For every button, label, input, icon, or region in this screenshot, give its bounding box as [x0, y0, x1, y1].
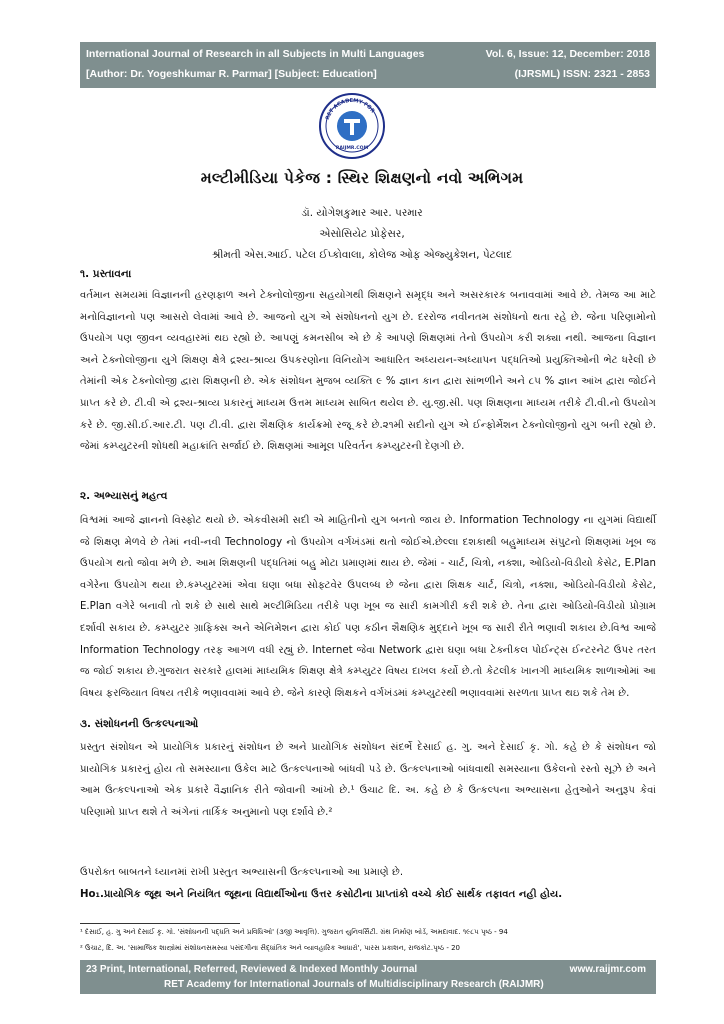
footnote-2: ² ઉચાટ, દિ. અ. 'સામાજિક શાસ્ત્રોમાં સંશોધનસમસ્યા પસંદગીના સૈદ્ધાંતિક અને વ્યાવહારિક આધારો', પારસ પ્રકાશન, રાજકોટ.પૃષ્ઠ - 20: [80, 944, 460, 952]
hypothesis-ho1: Ho₁.પ્રાયોગિક જૂથ અને નિયંત્રિત જૂથના વિદ્યાર્થીઓના ઉત્તર કસોટીના પ્રાપ્તાંકો વચ્ચે કોઈ સાર્થક તફાવત નહી હોય.: [80, 889, 563, 900]
seal-top-text: RET ACADEMY FOR: [324, 97, 376, 121]
author-college: શ્રીમતી એસ.આઈ. પટેલ ઈપ્કોવાલા, કોલેજ ઓફ એજ્યુકેશન, પેટલાદ: [211, 249, 513, 261]
author-subject: [Author: Dr. Yogeshkumar R. Parmar] [Subject: Education]: [86, 68, 377, 80]
hypotheses-paragraph: પ્રસ્તુત સંશોધન એ પ્રાયોગિક પ્રકારનું સંશોધન છે અને પ્રાયોગિક સંશોધન સંદર્ભે દેસાઈ હ. ગુ. અને દેસાઈ કૃ. ગો. કહે છે કે સંશોધન જો પ્રાયોગિક પ્રકારનું હોય તો સમસ્યાના ઉકેલ માટે ઉત્કલ્પનાઓ બાંધવી પડે છે. ઉત્કલ્પનાઓ બાંધવાથી સમસ્યાના ઉકેલનો રસ્તો સૂઝે છે અને આમ ઉત્કલ્પનાઓ એક પ્રકારે વૈજ્ઞાનિક રીતે જોવાની આંખો છે.¹ ઉચાટ દિ. અ. કહે છે કે ઉત્કલ્પના અભ્યાસના હેતુઓને અનુરૂપ કેવાં પરિણામો પ્રાપ્ત થશે તે અંગેનાં તાર્કિક અનુમાનો પણ દર્શાવે છે.²: [80, 742, 656, 818]
journal-name: International Journal of Research in all Subjects in Multi Languages: [86, 48, 425, 60]
footer-line1: 23 Print, International, Referred, Reviewed & Indexed Monthly Journal: [86, 964, 418, 975]
author-name: ડૉ. યોગેશકુમાર આર. પરમાર: [301, 207, 423, 219]
footnote-1: ¹ દેસાઈ, હ. ગુ અને દેસાઈ કૃ. ગો. 'સંશોધનની પદ્ધતિ અને પ્રવિધિઓ' (૩જી આવૃત્તિ). ગુજરાત યુનિવર્સિટી. ગ્રંથ નિર્માણ બોર્ડ, અમદાવાદ. ૧૯૮૫ પૃષ્ઠ - 94: [80, 928, 508, 936]
footer-website-link[interactable]: www.raijmr.com: [569, 964, 646, 975]
section-heading-importance: ૨. અભ્યાસનું મહત્વ: [80, 490, 168, 502]
section-text-hypotheses: [80, 737, 656, 823]
footnote-divider: [80, 923, 240, 924]
importance-paragraph: વિશ્વમાં આજે જ્ઞાનનો વિસ્ફોટ થયો છે. એકવીસમી સદી એ માહિતીનો યુગ બનતો જાય છે. Information Technology ના યુગમાં વિદ્યાર્થી જે શિક્ષણ મેળવે છે તેમાં નવી-નવી Technology નો ઉપયોગ વર્ગખંડમાં થતો જોઈએ.છેલ્લા દશકાથી બહુમાધ્યમ સંપુટનો શિક્ષણમાં ખૂબ જ ઉપયોગ થતો જોવા મળે છે. આમ શિક્ષણની પદ્ધતિમાં બહુ મોટા પ્રમાણમાં થાય છે. જેમાં - ચાર્ટ, ચિત્રો, નક્શા, ઓડિયો-વિડીયો કેસેટ, E.Plan વગેરેના ઉપયોગ થયા છે.કમ્પ્યુટરમાં એવા ઘણા બધા સોફ્ટવેર ઉપલબ્ધ છે જેના દ્વારા શિક્ષક ચાર્ટ, ચિત્રો, નક્શા, ઓડિયો-વિડીયો કેસેટ, E.Plan વગેરે બનાવી તો શકે છે સાથે સાથે મલ્ટીમિડિયા તરીકે પણ ખૂબ જ સારી કામગીરી કરી શકે છે. તેના દ્વારા ઓડિયો-વિડીયો પ્રોગ્રામ દર્શાવી સકાય છે. કમ્પ્યુટર ગ્રાફિક્સ અને એનિમેશન દ્વારા કોઈ પણ કઠીન શૈક્ષણિક મુદ્દાને ખૂબ જ સારી રીતે ભણાવી શકાય છે.વિશ્વ આજે Information Technology તરફ આગળ વધી રહ્યું છે. Internet જેવા Network દ્વારા ઘણા બધા ટેક્નીકલ પોઈન્ટ્સ ઈન્ટરનેટ ઉપર તરત જ જોઈ શકાય છે.ગુજરાત સરકારે હાલમાં માધ્યમિક શિક્ષણ ક્ષેત્રે કમ્પ્યુટર વિષય દાખલ કર્યો છે.તો કેટલીક ખાનગી માધ્યમિક શાળાઓમાં આ વિષય ફરજિયાત વિષય તરીકે ભણાવવામાં આવે છે. જેને કારણે શિક્ષકને વર્ગખંડમાં કમ્પ્યુટરથી ભણાવવામાં સરળતા પ્રાપ્ત થઇ શકે તેમ છે.: [80, 515, 656, 699]
author-designation: એસોસિયેટ પ્રોફેસર,: [319, 228, 405, 240]
section-heading-introduction: ૧. પ્રસ્તાવના: [80, 268, 132, 280]
paper-title: મલ્ટીમીડિયા પેકેજ : સ્થિર શિક્ષણનો નવો અભિગમ: [200, 169, 524, 187]
seal-bottom-text: RAIJMR.COM: [335, 146, 369, 151]
hypotheses-intro-line: ઉપરોક્ત બાબતને ધ્યાનમાં રાખી પ્રસ્તુત અભ્યાસની ઉત્કલ્પનાઓ આ પ્રમાણે છે.: [80, 867, 404, 878]
introduction-paragraph: વર્તમાન સમયમાં વિજ્ઞાનની હરણફાળ અને ટેક્નોલોજીના સહયોગથી શિક્ષણને સમૃદ્ધ અને અસરકારક બનાવવામાં આવે છે. તેમજ આ માટે મનોવિજ્ઞાનનો પણ આસરો લેવામાં આવે છે. આજનો યુગ એ સંશોધનનો યુગ છે. દરરોજ નવીનતમ સંશોધનો થતા રહે છે. જેના પરિણામોનો ઉપયોગ પણ જીવન વ્યવહારમાં થઇ રહ્યો છે. આપણું કમનસીબ એ છે કે આપણે શિક્ષણમાં તેનો ઉપયોગ કરી શક્યા નથી. આજના વિજ્ઞાન અને ટેક્નોલોજીના યુગે શિક્ષણ ક્ષેત્રે દ્રશ્ય-શ્રાવ્ય ઉપકરણોના વિનિયોગ આધારિત અધ્યયન-અધ્યાપન પદ્ધતિઓ પ્રયુક્તિઓની ભેટ ધરેલી છે તેમાંની એક ટેક્નોલોજી દ્વારા શિક્ષણની છે. એક સંશોધન મુજબ વ્યક્તિ ૯ % જ્ઞાન કાન દ્વારા સાંભળીને અને ૮૫ % જ્ઞાન આંખ દ્વારા જોઈને પ્રાપ્ત કરે છે. ટી.વી એ દ્રશ્ય-શ્રાવ્ય પ્રકારનું માધ્યમ ઉત્તમ માધ્યમ સાબિત થયેલ છે. યુ.જી.સી. પણ શિક્ષણના માધ્યમ તરીકે ટી.વી.નો ઉપયોગ કરે છે. જી.સી.ઈ.આર.ટી. પણ ટી.વી. દ્વારા શૈક્ષણિક કાર્યક્રમો રજૂ કરે છે.૨૧મી સદીનો યુગ એ ઈન્ફોર્મેશન ટેક્નોલોજીનો યુગ બની રહ્યો છે. જેમાં કમ્પ્યુટરની શોધથી મહાક્રાંતિ સર્જાઈ છે. શિક્ષણમાં આમૂલ પરિવર્તન કમ્પ્યુટરની દેણગી છે.: [80, 290, 656, 453]
section-heading-hypotheses: ૩. સંશોધનની ઉત્કલ્પનાઓ: [80, 718, 199, 730]
journal-footer: [80, 960, 656, 994]
section-text-introduction: [80, 285, 656, 458]
section-text-importance: [80, 510, 656, 704]
issn: (IJRSML) ISSN: 2321 - 2853: [514, 68, 650, 80]
footer-line2: RET Academy for International Journals of Multidisciplinary Research (RAIJMR): [164, 979, 544, 990]
volume-issue: Vol. 6, Issue: 12, December: 2018: [485, 48, 650, 60]
raijmr-seal-icon: [318, 92, 386, 160]
journal-header: [80, 42, 656, 88]
